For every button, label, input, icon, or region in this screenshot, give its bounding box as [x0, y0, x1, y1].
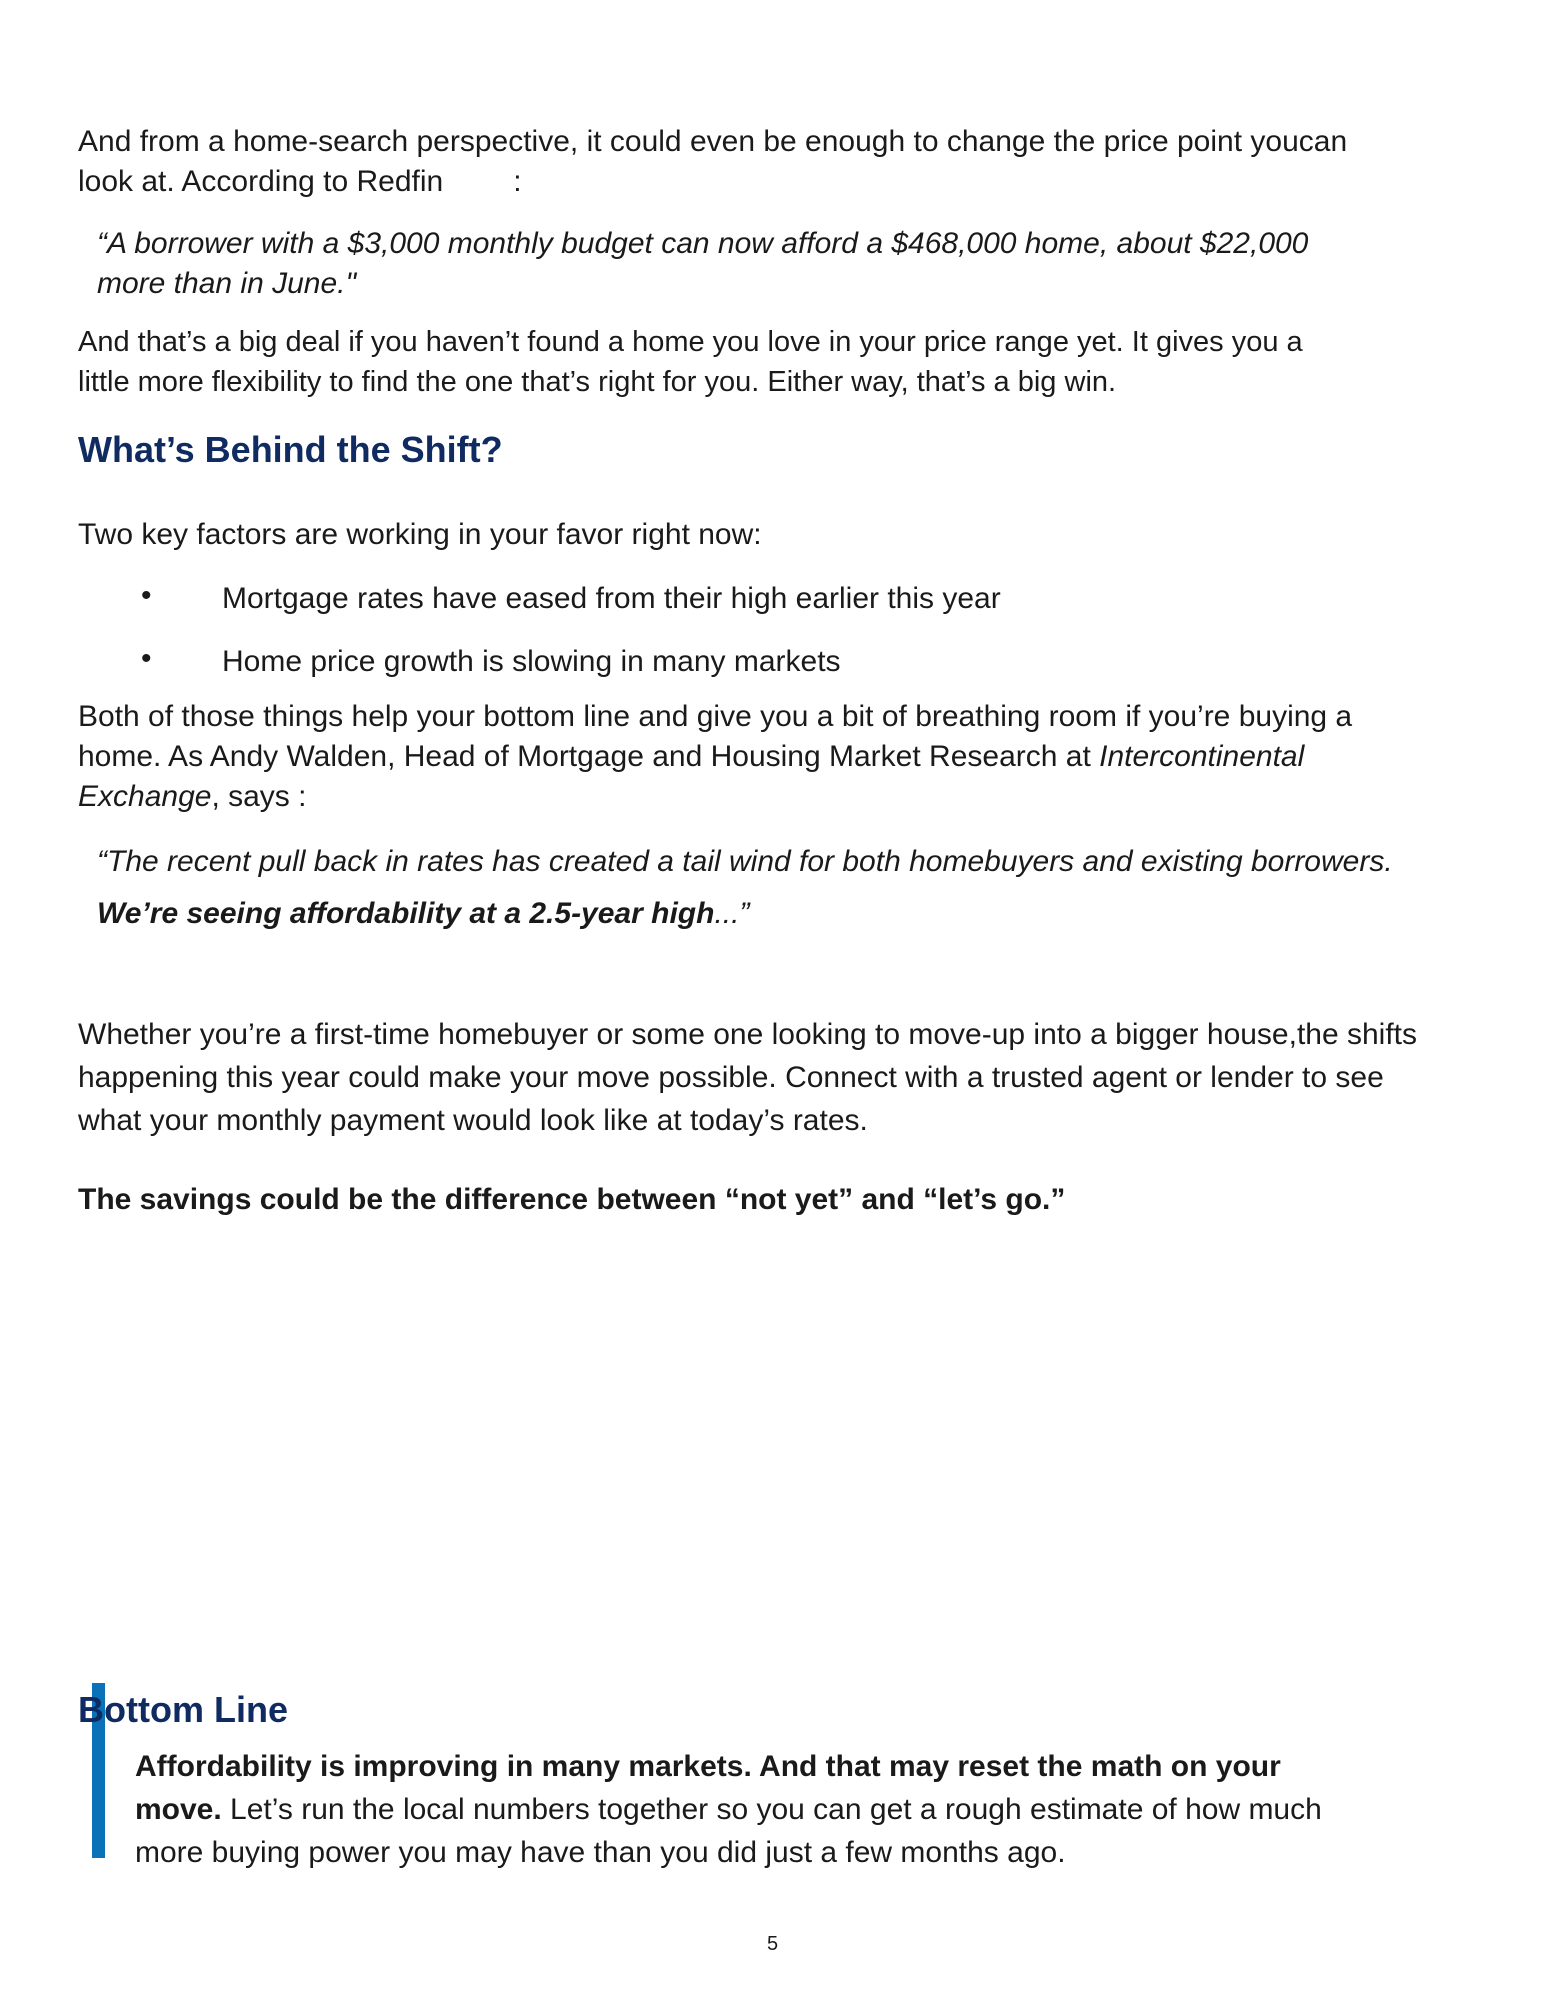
text-segment: :: [513, 165, 522, 198]
paragraph-redfin: [78, 122, 1347, 202]
callout-line: [135, 1745, 1322, 1788]
text-segment: home. As Andy Walden, Head of Mortgage and Housing Market Research at: [78, 740, 1100, 773]
quote-redfin: [97, 224, 1308, 304]
section-heading: What’s Behind the Shift?: [78, 429, 503, 470]
bullet-symbol: •: [141, 642, 152, 675]
callout-line: [135, 1788, 1322, 1831]
closing-statement: The savings could be the difference between “not yet” and “let’s go.”: [78, 1183, 1066, 1216]
quote-line: [97, 888, 1393, 940]
paragraph-whether: [78, 1013, 1417, 1142]
text-segment: ...”: [714, 897, 750, 930]
paragraph-line: Both of those things help your bottom line and give you a bit of breathing room if you’re buying a: [78, 700, 1353, 733]
callout-body: [135, 1745, 1322, 1874]
text-segment-bold: Affordability is improving in many markets. And that may reset the math on your: [135, 1750, 1281, 1783]
quote-line: “A borrower with a $3,000 monthly budget can now afford a $468,000 home, about $22,000: [97, 227, 1309, 260]
quote-line: “The recent pull back in rates has created a tail wind for both homebuyers and existing borrowers.: [97, 845, 1393, 878]
paragraph-line: And from a home-search perspective, it could even be enough to change the price point youcan: [78, 125, 1348, 158]
callout-title: Bottom Line: [78, 1689, 288, 1730]
paragraph-line: Whether you’re a first-time homebuyer or some one looking to move-up into a bigger house,the shifts: [78, 1018, 1418, 1051]
paragraph-line: [78, 737, 1352, 777]
quote-line: more than in June.": [97, 267, 357, 300]
paragraph-walden: [78, 697, 1352, 817]
paragraph-line: And that’s a big deal if you haven’t found a home you love in your price range yet. It gives you a: [78, 326, 1303, 358]
paragraph-line: [78, 162, 1347, 202]
paragraph-line: happening this year could make your move possible. Connect with a trusted agent or lender to see: [78, 1061, 1384, 1094]
paragraph-big-deal: [78, 322, 1303, 402]
bullet-item: Mortgage rates have eased from their high earlier this year: [222, 582, 1001, 615]
text-segment-bold: move.: [135, 1793, 222, 1826]
bullet-symbol: •: [141, 579, 152, 612]
text-segment-italic: Intercontinental: [1099, 740, 1305, 773]
paragraph-intro: Two key factors are working in your favor right now:: [78, 518, 762, 551]
paragraph-line: little more flexibility to find the one that’s right for you. Either way, that’s a big win.: [78, 366, 1117, 398]
callout-line: more buying power you may have than you did just a few months ago.: [135, 1836, 1066, 1869]
page-number: 5: [766, 1933, 779, 1955]
bullet-item: Home price growth is slowing in many markets: [222, 645, 841, 678]
paragraph-line: [78, 777, 1352, 817]
text-segment: , says :: [211, 780, 307, 813]
quote-walden: [97, 836, 1393, 940]
text-segment-italic: Exchange: [78, 780, 212, 813]
text-segment-bold: We’re seeing affordability at a 2.5-year high: [97, 897, 715, 930]
text-segment: look at. According to Redfin: [78, 165, 444, 198]
text-segment: Let’s run the local numbers together so you can get a rough estimate of how much: [221, 1793, 1322, 1826]
paragraph-line: what your monthly payment would look like at today’s rates.: [78, 1104, 868, 1137]
